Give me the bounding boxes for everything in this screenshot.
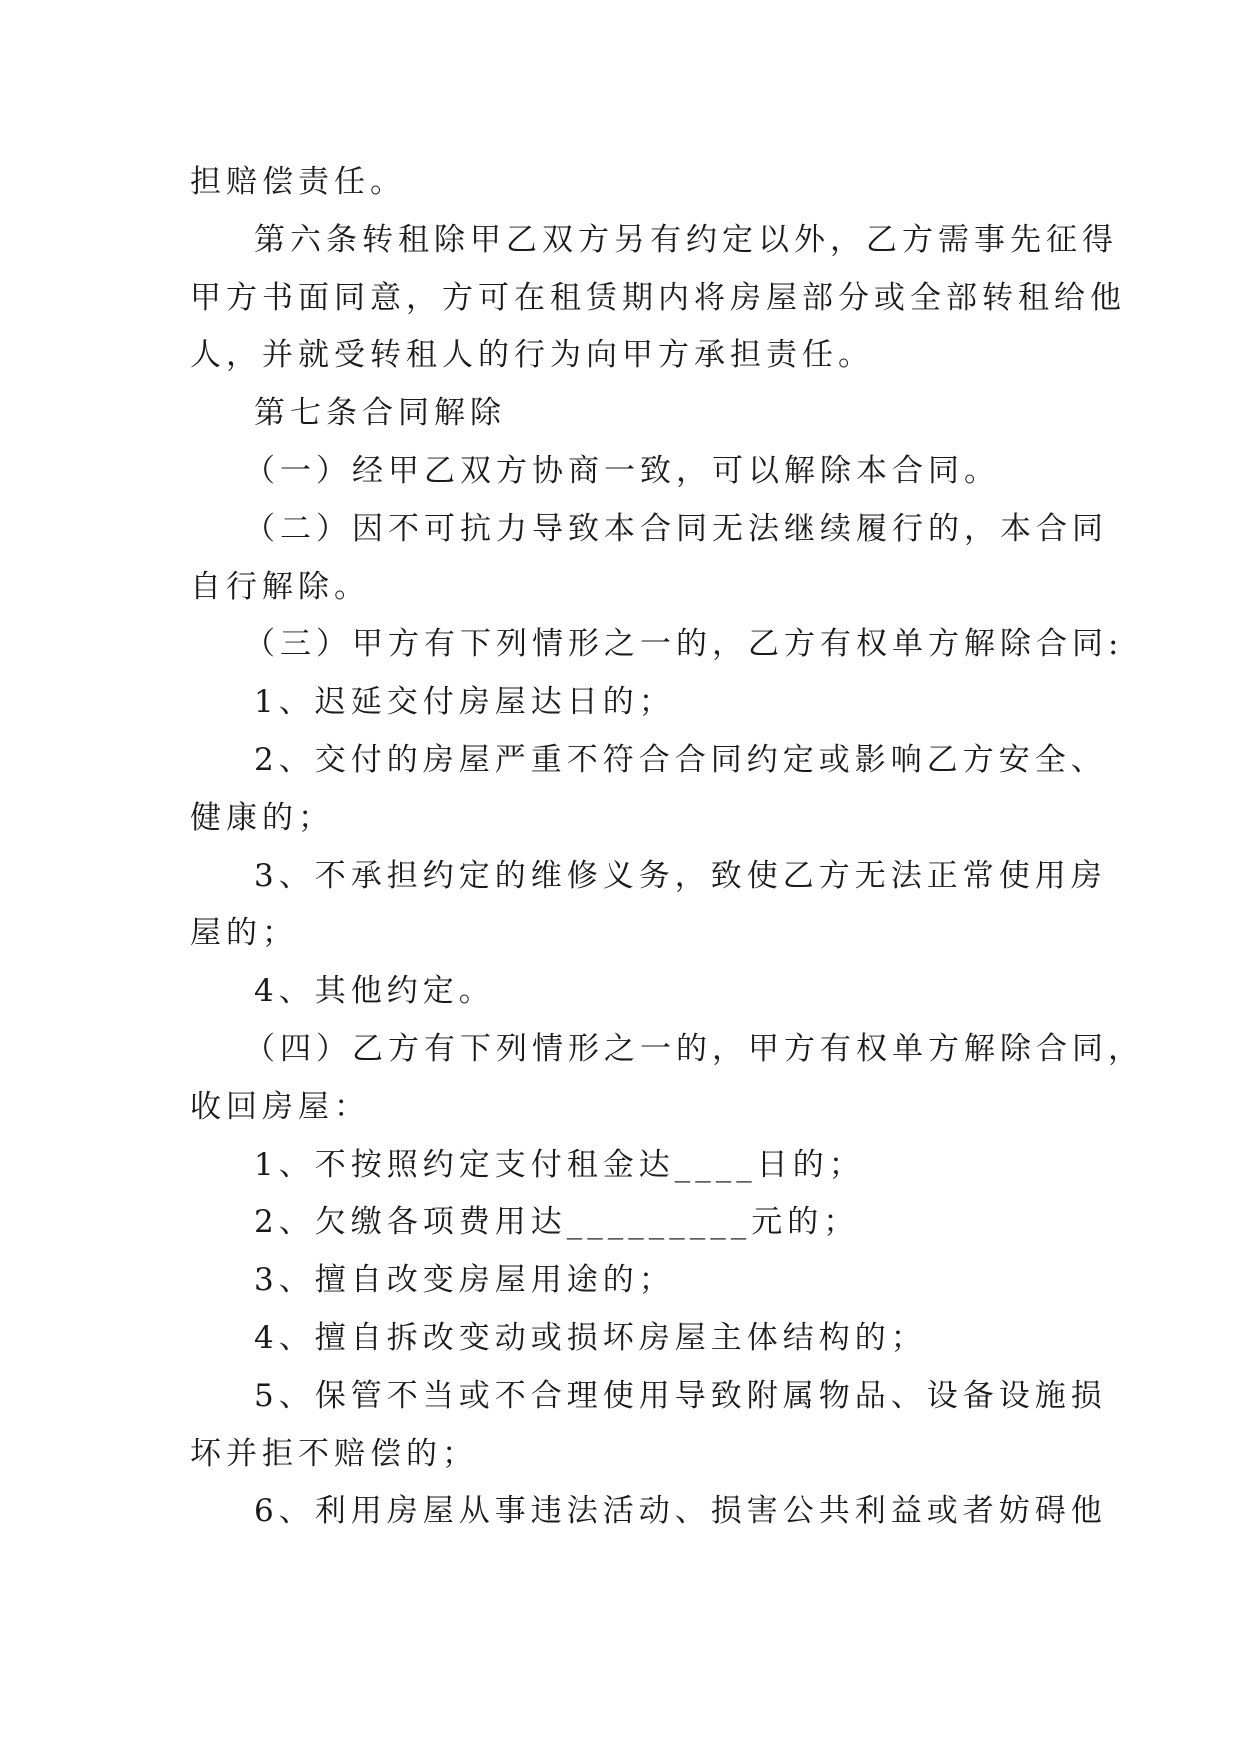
text-line: 3、不承担约定的维修义务，致使乙方无法正常使用房	[254, 858, 1107, 894]
text-line: 屋的；	[190, 915, 298, 951]
text-line: （二）因不可抗力导致本合同无法继续履行的，本合同	[244, 511, 1108, 547]
text-line: 坏并拒不赔偿的；	[190, 1436, 478, 1472]
text-line: 4、其他约定。	[254, 973, 495, 1009]
text-line: 4、擅自拆改变动或损坏房屋主体结构的；	[254, 1320, 927, 1356]
text-line: 1、不按照约定支付租金达____日的；	[254, 1147, 865, 1183]
text-line: 收回房屋：	[190, 1089, 370, 1125]
text-line: （一）经甲乙双方协商一致，可以解除本合同。	[244, 453, 1000, 489]
text-line: 健康的；	[190, 800, 334, 836]
text-line: 甲方书面同意，方可在租赁期内将房屋部分或全部转租给他	[190, 280, 1126, 316]
text-line: 担赔偿责任。	[190, 164, 406, 200]
text-line: 6、利用房屋从事违法活动、损害公共利益或者妨碍他	[254, 1493, 1107, 1529]
text-line: 5、保管不当或不合理使用导致附属物品、设备设施损	[254, 1378, 1107, 1414]
text-line: 第六条转租除甲乙双方另有约定以外，乙方需事先征得	[254, 222, 1118, 258]
text-line: 2、交付的房屋严重不符合合同约定或影响乙方安全、	[254, 742, 1107, 778]
text-line: （四）乙方有下列情形之一的，甲方有权单方解除合同，	[244, 1031, 1144, 1067]
text-line: 人，并就受转租人的行为向甲方承担责任。	[190, 337, 874, 373]
article-heading: 第七条合同解除	[254, 395, 506, 431]
text-line: 2、欠缴各项费用达_________元的；	[254, 1204, 860, 1240]
text-line: 1、迟延交付房屋达日的；	[254, 684, 675, 720]
text-line: 自行解除。	[190, 569, 370, 605]
text-line: （三）甲方有下列情形之一的，乙方有权单方解除合同:	[244, 626, 1124, 662]
text-line: 3、擅自改变房屋用途的；	[254, 1262, 675, 1298]
